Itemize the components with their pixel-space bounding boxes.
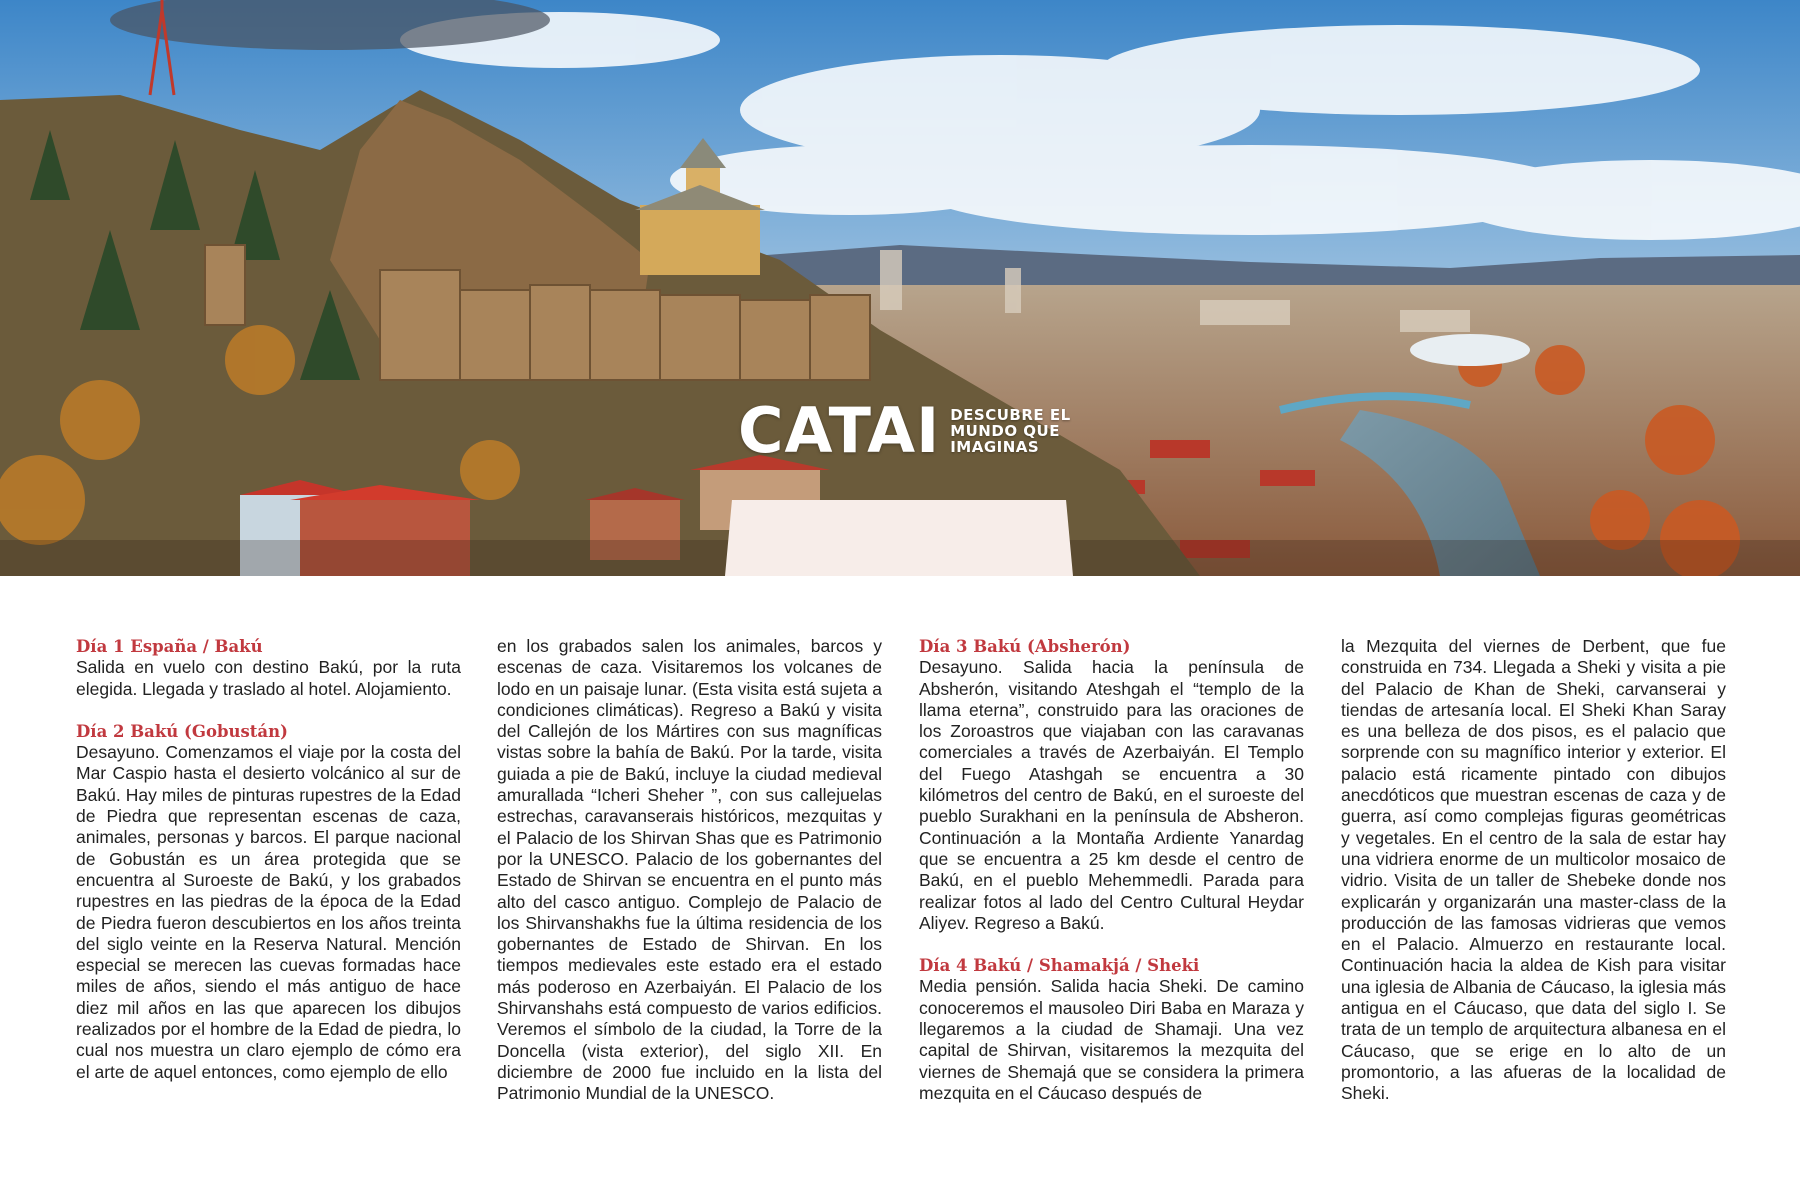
tagline-line-2: MUNDO QUE <box>950 422 1060 440</box>
hero-photo <box>0 0 1800 576</box>
day-2-text-part-2: en los grabados salen los animales, barcos y escenas de caza. Visitaremos los volcanes de lodo en un paisaje lunar. (Esta visita está sujeta a condiciones climáticas). Regreso a Bakú y visita del Callejón de los Mártires con sus magníficas vistas sobre la bahía de Bakú. Por la tarde, visita guiada a pie de Bakú, incluye la ciudad medieval amurallada “Icheri Sheher ”, con sus callejuelas estrechas, caravanserais históricos, mezquitas y el Palacio de los Shirvan Shas que es Patrimonio por la UNESCO. Palacio de los gobernantes del Estado de Shirvan se encuentra en el punto más alto del casco antiguo. Complejo de Palacio de los Shirvanshakhs fue la última residencia de los gobernantes de Estado de Shirvan. En los tiempos medievales este estado era el estado más poderoso en Azerbaiyán. El Palacio de los Shirvanshahs está compuesto de varios edificios. Veremos el símbolo de la ciudad, la Torre de la Doncella (vista exterior), del siglo XII. En diciembre de 2000 fue incluido en la lista del Patrimonio Mundial de la UNESCO. <box>497 636 882 1104</box>
day-1-heading: Día 1 España / Bakú <box>76 637 263 656</box>
hero-landscape-illustration <box>0 0 1800 576</box>
page-tab-decoration <box>725 500 1073 576</box>
day-4-text-part-2: la Mezquita del viernes de Derbent, que fue construida en 734. Llegada a Sheki y visita a pie del Palacio de Khan de Sheki, carvanserai y tiendas de artesanía local. El Sheki Khan Saray es una belleza de dos pisos, es el palacio que sorprende con su magnífico interior y exterior. El palacio está ricamente pintado con dibujos anecdóticos que muestran escenas de caza y de guerra, así como complejas figuras geométricas y vegetales. En el centro de la sala de estar hay una vidriera enorme de un multicolor mosaico de vidrio. Visita de un taller de Shebeke donde nos explicarán y organizarán una master-class de la producción de las famosas vidrieras que vemos en el Palacio. Almuerzo en restaurante local. Continuación hacia la aldea de Kish para visitar una iglesia de Albania de Cáucaso, la iglesia más antigua en el Cáucaso, que data del siglo I. Se trata de un templo de arquitectura albanesa en el Cáucaso, que se erige en lo alto de un promontorio, a las afueras de la localidad de Sheki. <box>1341 636 1726 1104</box>
tagline-line-1: DESCUBRE EL <box>950 406 1071 424</box>
day-2-text-part-1: Desayuno. Comenzamos el viaje por la costa del Mar Caspio hasta el desierto volcánico al sur de Bakú. Hay miles de pinturas rupestres de la Edad de Piedra que representan escenas de caza, animales, personas y barcos. El parque nacional de Gobustán es un área protegida que se encuentra al Suroeste de Bakú, y los grabados rupestres en las piedras de la época de la Edad de Piedra fueron descubiertos en los años treinta del siglo veinte en la Reserva Natural. Mención especial se merecen las cuevas formadas hace miles de años, siendo el más antiguo de hace diez mil años en las que aparecen los dibujos realizados por el hombre de la Edad de piedra, lo cual nos muestra un claro ejemplo de cómo era el arte de aquel entonces, como ejemplo de ello <box>76 742 461 1082</box>
column-1 <box>76 636 461 1083</box>
column-3 <box>919 636 1304 1104</box>
tagline-line-3: IMAGINAS <box>950 438 1040 456</box>
day-1-text: Salida en vuelo con destino Bakú, por la ruta elegida. Llegada y traslado al hotel. Alojamiento. <box>76 657 461 699</box>
catai-logo <box>738 394 1071 467</box>
day-3-heading: Día 3 Bakú (Absherón) <box>919 637 1131 656</box>
day-3-text: Desayuno. Salida hacia la península de Absherón, visitando Ateshgah el “templo de la llama eterna”, construido para las oraciones de los Zoroastros que viajaban con las caravanas comerciales a través de Azerbaiyán. El Templo del Fuego Atashgah se encuentra a 30 kilómetros del centro de Bakú, en el suroeste del pueblo Surakhani en la península de Absheron. Continuación a la Montaña Ardiente Yanardag que se encuentra a 25 km desde el centro de Bakú, en el pueblo Mehemmedli. Parada para realizar fotos al lado del Centro Cultural Heydar Aliyev. Regreso a Bakú. <box>919 657 1304 933</box>
logo-tagline <box>950 407 1070 455</box>
logo-wordmark: CATAI <box>738 394 941 467</box>
column-2 <box>497 636 882 1105</box>
day-4-heading: Día 4 Bakú / Shamakjá / Sheki <box>919 956 1200 976</box>
itinerary-columns <box>76 636 1726 1156</box>
day-4-text-part-1: Media pensión. Salida hacia Sheki. De camino conoceremos el mausoleo Diri Baba en Maraza y llegaremos a la ciudad de Shamaji. Una vez capital de Shirvan, visitaremos la mezquita del viernes de Shemajá que se considera la primera mezquita en el Cáucaso después de <box>919 976 1304 1103</box>
column-4 <box>1341 636 1726 1105</box>
day-2-heading: Día 2 Bakú (Gobustán) <box>76 721 288 741</box>
